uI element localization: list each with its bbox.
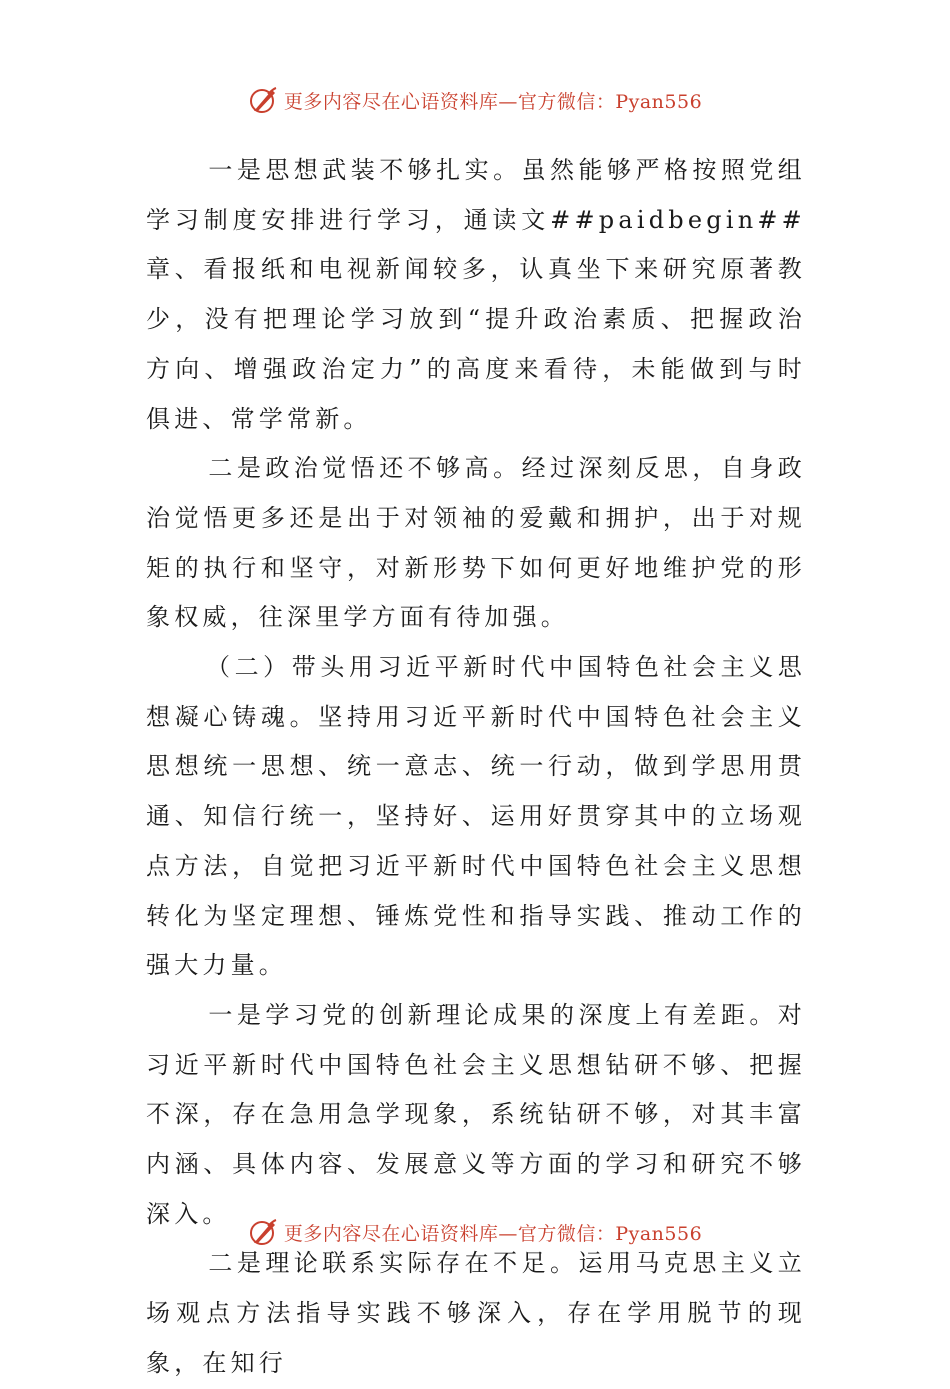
paragraph-3: （二）带头用习近平新时代中国特色社会主义思想凝心铸魂。坚持用习近平新时代中国特色社会主义思想统一思想、统一意志、统一行动，做到学思用贯通、知信行统一，坚持好、运用好贯穿其中的立场观点方法，自觉把习近平新时代中国特色社会主义思想转化为坚定理想、锤炼党性和指导实践、推动工作的强大力量。	[146, 653, 806, 980]
paragraph-5: 二是理论联系实际存在不足。运用马克思主义立场观点方法指导实践不够深入，存在学用脱节的现象，在知行	[146, 1249, 806, 1377]
document-body	[146, 146, 806, 1389]
quill-pen-circle-icon	[248, 85, 278, 115]
paragraph-2: 二是政治觉悟还不够高。经过深刻反思，自身政治觉悟更多还是出于对领袖的爱戴和拥护，出于对规矩的执行和坚守，对新形势下如何更好地维护党的形象权威，往深里学方面有待加强。	[146, 454, 806, 632]
paragraph-1: 一是思想武装不够扎实。虽然能够严格按照党组学习制度安排进行学习，通读文##paidbegin##章、看报纸和电视新闻较多，认真坐下来研究原著教少，没有把理论学习放到“提升政治素质、把握政治方向、增强政治定力”的高度来看待，未能做到与时俱进、常学常新。	[146, 156, 806, 433]
header-watermark-text: 更多内容尽在心语资料库—官方微信：Pyan556	[283, 90, 703, 113]
header-watermark-banner	[0, 80, 950, 120]
footer-watermark-banner	[0, 1212, 950, 1252]
quill-pen-circle-icon	[248, 1217, 278, 1247]
footer-watermark-text: 更多内容尽在心语资料库—官方微信：Pyan556	[283, 1222, 703, 1245]
paragraph-4: 一是学习党的创新理论成果的深度上有差距。对习近平新时代中国特色社会主义思想钻研不够、把握不深，存在急用急学现象，系统钻研不够，对其丰富内涵、具体内容、发展意义等方面的学习和研究不够深入。	[146, 1000, 806, 1228]
